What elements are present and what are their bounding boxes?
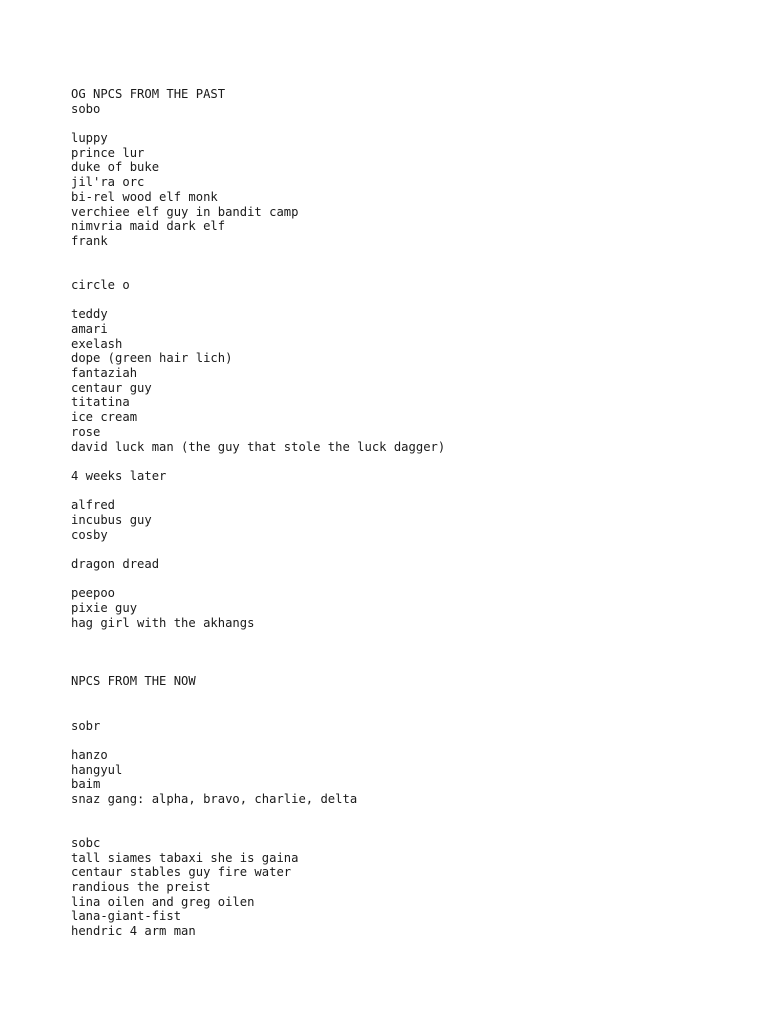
list-item: hag girl with the akhangs [71,615,255,630]
list-item: pixie guy [71,601,138,616]
list-item: snaz gang: alpha, bravo, charlie, delta [71,791,358,806]
list-item: tall siames tabaxi she is gaina [71,850,299,865]
list-item: baim [71,777,101,792]
list-item: amari [71,322,108,337]
list-item: teddy [71,307,108,322]
document-body [71,87,751,939]
section-title-sobo: sobo [71,101,101,116]
section-title-sobr: sobr [71,718,101,733]
list-item: rose [71,424,101,439]
section-title-sobc: sobc [71,836,101,851]
list-item: incubus guy [71,512,152,527]
list-item: prince lur [71,145,145,160]
section-title-4-weeks-later: 4 weeks later [71,468,167,483]
list-item: titatina [71,395,130,410]
past-heading: OG NPCS FROM THE PAST [71,87,226,101]
list-item: lina oilen and greg oilen [71,894,255,909]
list-item: david luck man (the guy that stole the luck dagger) [71,439,446,454]
list-item: peepoo [71,586,116,601]
list-item: ice cream [71,410,138,425]
list-item: hendric 4 arm man [71,924,196,939]
list-item: bi-rel wood elf monk [71,189,218,204]
list-item: fantaziah [71,366,138,381]
now-heading: NPCS FROM THE NOW [71,674,196,689]
list-item: jil'ra orc [71,175,145,190]
list-item: centaur guy [71,380,152,395]
list-item: verchiee elf guy in bandit camp [71,204,299,219]
list-item: luppy [71,131,108,146]
section-title-circle-o: circle o [71,277,130,292]
list-item: randious the preist [71,880,211,895]
list-item: frank [71,233,108,248]
section-title-dragon-dread: dragon dread [71,557,160,572]
list-item: duke of buke [71,160,160,175]
list-item: hanzo [71,747,108,762]
list-item: dope (green hair lich) [71,351,233,366]
list-item: nimvria maid dark elf [71,219,226,234]
list-item: hangyul [71,762,123,777]
list-item: exelash [71,336,123,351]
list-item: centaur stables guy fire water [71,865,292,880]
list-item: lana-giant-fist [71,909,182,924]
list-item: alfred [71,498,116,513]
list-item: cosby [71,527,108,542]
